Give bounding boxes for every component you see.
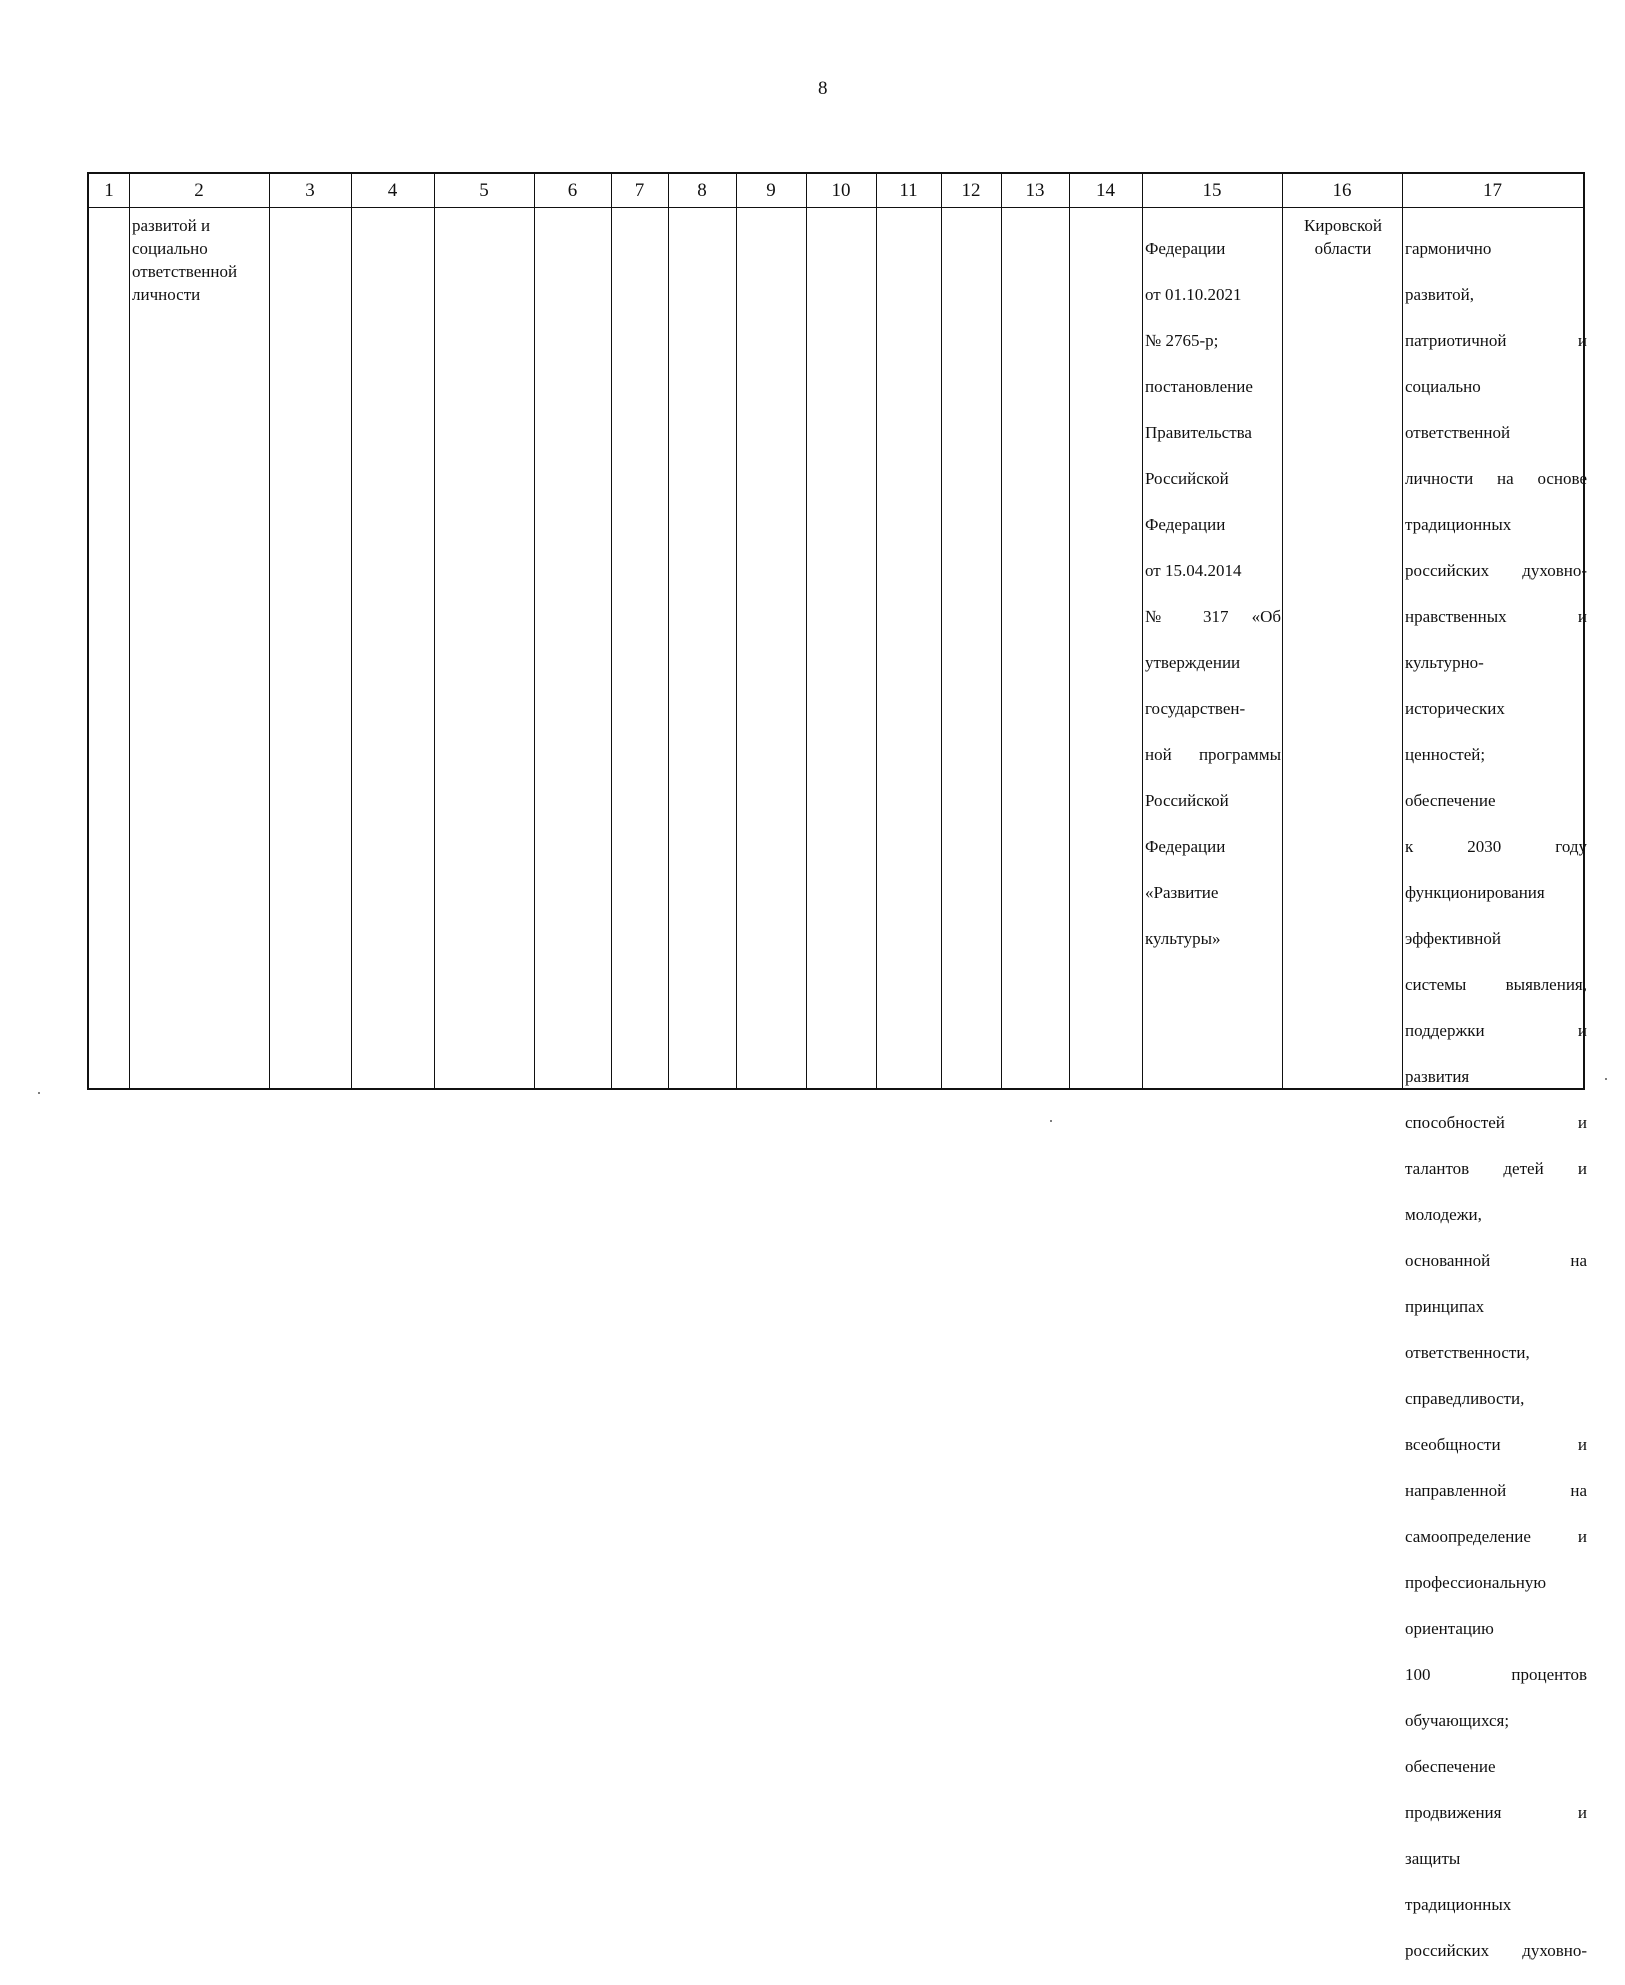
text-line: Федерации — [1145, 837, 1226, 856]
column-header-5: 5 — [479, 180, 489, 201]
text-line: ответственной — [1405, 423, 1511, 442]
text-line: развития — [1405, 1067, 1470, 1086]
text-line: российских духовно- — [1405, 1941, 1587, 1960]
text-line: Российской — [1145, 469, 1229, 488]
text-line: всеобщности и — [1405, 1435, 1587, 1454]
column-divider — [736, 174, 737, 1088]
column-header-7: 7 — [634, 180, 645, 201]
text-line: Российской — [1145, 791, 1229, 810]
column-header-8: 8 — [697, 180, 707, 201]
text-line: российских духовно- — [1405, 561, 1587, 580]
scan-speck — [1605, 1078, 1607, 1080]
column-divider — [1402, 174, 1403, 1088]
text-line: № 317 «Об — [1145, 607, 1281, 626]
text-line: Правительства — [1145, 423, 1252, 442]
column-divider — [351, 174, 352, 1088]
column-header-3: 3 — [305, 180, 315, 201]
cell-col-16: Кировской области — [1304, 216, 1382, 258]
data-table — [87, 172, 1587, 1960]
text-line: исторических — [1405, 699, 1505, 718]
text-line: «Развитие — [1145, 883, 1219, 902]
text-line: государствен- — [1145, 699, 1246, 718]
column-header-15: 15 — [1202, 180, 1222, 201]
page-number: 8 — [818, 78, 828, 99]
text-line: ной программы — [1145, 745, 1281, 764]
cell-col-15 — [1145, 214, 1281, 973]
text-line: обеспечение — [1405, 791, 1496, 810]
text-line: функционирования — [1405, 883, 1545, 902]
column-divider — [1142, 174, 1143, 1088]
column-header-6: 6 — [567, 180, 578, 201]
column-divider — [941, 174, 942, 1088]
text-line: традиционных — [1405, 1895, 1512, 1914]
text-line: эффективной — [1405, 929, 1501, 948]
text-line: обеспечение — [1405, 1757, 1496, 1776]
text-line: Федерации — [1145, 239, 1226, 258]
column-divider — [806, 174, 807, 1088]
column-divider — [668, 174, 669, 1088]
column-header-1: 1 — [104, 180, 114, 201]
column-divider — [1001, 174, 1002, 1088]
text-line: от 15.04.2014 — [1145, 561, 1242, 580]
column-header-4: 4 — [387, 180, 398, 201]
text-line: нравственных и — [1405, 607, 1587, 626]
text-line: способностей и — [1405, 1113, 1587, 1132]
text-line: личности на основе — [1405, 469, 1587, 488]
text-line: системы выявления, — [1405, 975, 1587, 994]
text-line: от 01.10.2021 — [1145, 285, 1242, 304]
text-line: № 2765-р; — [1145, 331, 1219, 350]
column-header-14: 14 — [1096, 180, 1115, 201]
column-header-17: 17 — [1483, 180, 1502, 201]
text-line: к 2030 году — [1405, 837, 1587, 856]
text-line: талантов детей и — [1405, 1159, 1587, 1178]
column-divider — [434, 174, 435, 1088]
text-line: принципах — [1405, 1297, 1485, 1316]
column-header-13: 13 — [1025, 180, 1045, 201]
column-header-10: 10 — [831, 180, 851, 201]
column-divider — [1069, 174, 1070, 1088]
column-divider — [534, 174, 535, 1088]
text-line: ответственности, — [1405, 1343, 1530, 1362]
text-line: 100 процентов — [1405, 1665, 1587, 1684]
scan-speck — [1050, 1120, 1052, 1122]
text-line: защиты — [1405, 1849, 1461, 1868]
text-line: справедливости, — [1405, 1389, 1525, 1408]
column-header-11: 11 — [899, 180, 918, 201]
text-line: самоопределение и — [1405, 1527, 1587, 1546]
column-header-12: 12 — [961, 180, 981, 201]
column-divider — [1282, 174, 1283, 1088]
scan-speck — [38, 1092, 40, 1094]
column-divider — [269, 174, 270, 1088]
text-line: ориентацию — [1405, 1619, 1494, 1638]
text-line: обучающихся; — [1405, 1711, 1510, 1730]
text-line: культуры» — [1145, 929, 1221, 948]
text-line: развитой, — [1405, 285, 1474, 304]
text-line: продвижения и — [1405, 1803, 1587, 1822]
cell-col-17 — [1405, 214, 1587, 1985]
column-divider — [611, 174, 612, 1088]
column-divider — [876, 174, 877, 1088]
cell-col-2: развитой и социально ответственной личности — [132, 216, 238, 304]
table-header-row — [89, 174, 1583, 208]
text-line: поддержки и — [1405, 1021, 1587, 1040]
text-line: профессиональную — [1405, 1573, 1547, 1592]
text-line: молодежи, — [1405, 1205, 1482, 1224]
text-line: ценностей; — [1405, 745, 1486, 764]
text-line: культурно- — [1405, 653, 1484, 672]
column-divider — [129, 174, 130, 1088]
text-line: постановление — [1145, 377, 1253, 396]
column-header-16: 16 — [1332, 180, 1352, 201]
text-line: направленной на — [1405, 1481, 1587, 1500]
text-line: основанной на — [1405, 1251, 1587, 1270]
text-line: Федерации — [1145, 515, 1226, 534]
text-line: патриотичной и — [1405, 331, 1587, 350]
text-line: гармонично — [1405, 239, 1492, 258]
column-header-2: 2 — [194, 180, 204, 201]
column-header-9: 9 — [766, 180, 776, 201]
text-line: социально — [1405, 377, 1481, 396]
text-line: утверждении — [1145, 653, 1241, 672]
text-line: традиционных — [1405, 515, 1512, 534]
